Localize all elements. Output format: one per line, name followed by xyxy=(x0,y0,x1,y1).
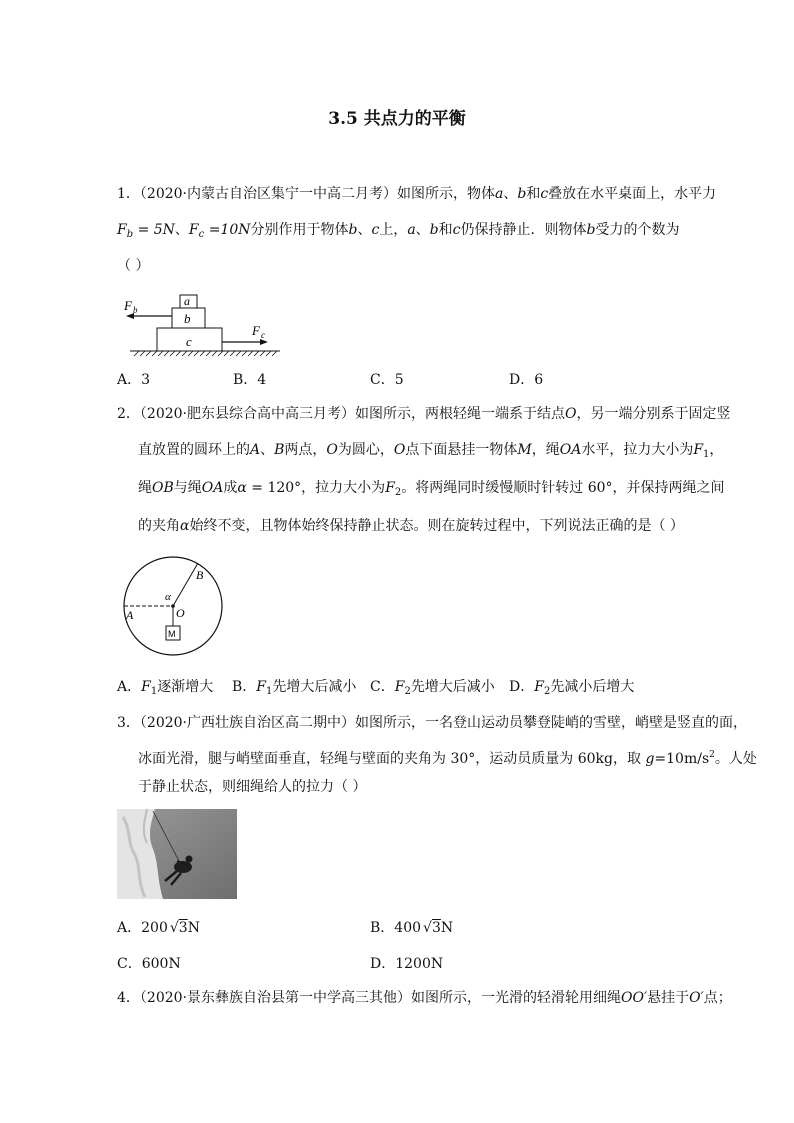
q3-option-d[interactable]: D．1200N xyxy=(370,956,444,972)
q3-option-b[interactable]: B．400 √3N xyxy=(370,920,454,936)
rope-ob xyxy=(173,563,198,606)
q3-number: 3． xyxy=(117,715,140,731)
page-title: 3.5 共点力的平衡 xyxy=(328,109,466,129)
q2-option-b[interactable]: B．$F_1$先增大后减小 xyxy=(232,679,357,697)
label-fb-sub: b xyxy=(133,305,138,315)
climber-photo xyxy=(117,809,237,899)
q2-number: 2． xyxy=(117,406,140,422)
q2-line-2: 直放置的圆环上的A、B两点，O为圆心，O点下面悬挂一物体M，绳OA水平，拉力大小为$F_1$， xyxy=(138,442,724,460)
q2-ring-diagram xyxy=(118,551,228,661)
q1-number: 1． xyxy=(117,186,140,202)
label-O: O xyxy=(176,606,185,620)
q1-stacked-blocks-diagram xyxy=(110,288,290,368)
q1-line-1: 1．（2020·内蒙古自治区集宁一中高二月考）如图所示，物体a、b和c叠放在水平桌面上，水平力 xyxy=(117,186,717,202)
q4-line-1: 4．（2020·景东彝族自治县第一中学高三其他）如图所示，一光滑的轻滑轮用细绳OO′悬挂于O′点； xyxy=(117,990,732,1006)
label-a: a xyxy=(184,294,190,308)
q2-line-1: 2．（2020·肥东县综合高中高三月考）如图所示，两根轻绳一端系于结点O，另一端分别系于固定竖 xyxy=(117,406,731,422)
ground-hatching xyxy=(134,351,277,356)
label-fc-sub: c xyxy=(261,330,265,340)
sqrt-icon: √ xyxy=(169,920,179,936)
q1-source: （2020·内蒙古自治区集宁一中高二月考） xyxy=(139,186,397,202)
q2-line-4: 的夹角α始终不变，且物体始终保持静止状态。则在旋转过程中，下列说法正确的是（ ） xyxy=(138,518,684,534)
label-fb: F xyxy=(124,298,132,313)
q3-option-a[interactable]: A．200 √3N xyxy=(117,920,200,936)
q1-line-2: $F_b = 5N$、$F_c =10N$分别作用于物体b、c上，a、b和c仍保持静止．则物体b受力的个数为 xyxy=(117,222,680,240)
q3-line-3: 于静止状态，则细绳给人的拉力（ ） xyxy=(138,779,367,795)
q4-source: （2020·景东彝族自治县第一中学高三其他） xyxy=(139,990,411,1006)
q1-option-c[interactable]: C．5 xyxy=(370,372,404,388)
knot-o xyxy=(171,604,175,608)
q2-source: （2020·肥东县综合高中高三月考） xyxy=(139,406,356,422)
q2-option-a[interactable]: A．$F_1$逐渐增大 xyxy=(117,679,214,697)
q4-number: 4． xyxy=(117,990,140,1006)
label-A: A xyxy=(126,608,134,622)
label-fc: F xyxy=(252,323,260,338)
label-b: b xyxy=(184,311,191,326)
label-M: M xyxy=(168,629,176,639)
label-c: c xyxy=(186,334,192,349)
q3-line-1: 3．（2020·广西壮族自治区高二期中）如图所示，一名登山运动员攀登陡峭的雪壁，峭壁是竖直的面， xyxy=(117,715,748,731)
label-B: B xyxy=(196,568,204,582)
q2-line-3: 绳OB与绳OA成α = 120°，拉力大小为$F_2$。将两绳同时缓慢顺时针转过 60°，并保持两绳之间 xyxy=(138,480,725,498)
q3-option-c[interactable]: C．600N xyxy=(117,956,181,972)
q1-option-d[interactable]: D．6 xyxy=(509,372,544,388)
climber-photo-image xyxy=(117,809,237,899)
label-alpha: α xyxy=(165,591,171,603)
q3-source: （2020·广西壮族自治区高二期中） xyxy=(139,715,356,731)
q2-option-c[interactable]: C．$F_2$先增大后减小 xyxy=(370,679,495,697)
q1-answer-paren: （ ） xyxy=(117,258,150,274)
q2-option-d[interactable]: D．$F_2$先减小后增大 xyxy=(509,679,635,697)
q1-option-a[interactable]: A．3 xyxy=(117,372,151,388)
q1-option-b[interactable]: B．4 xyxy=(233,372,267,388)
q3-line-2: 冰面光滑，腿与峭壁面垂直，轻绳与壁面的夹角为 30°，运动员质量为 60kg，取 $g=10m/s^2$。人处 xyxy=(138,750,757,767)
sqrt-icon: √ xyxy=(423,920,432,936)
